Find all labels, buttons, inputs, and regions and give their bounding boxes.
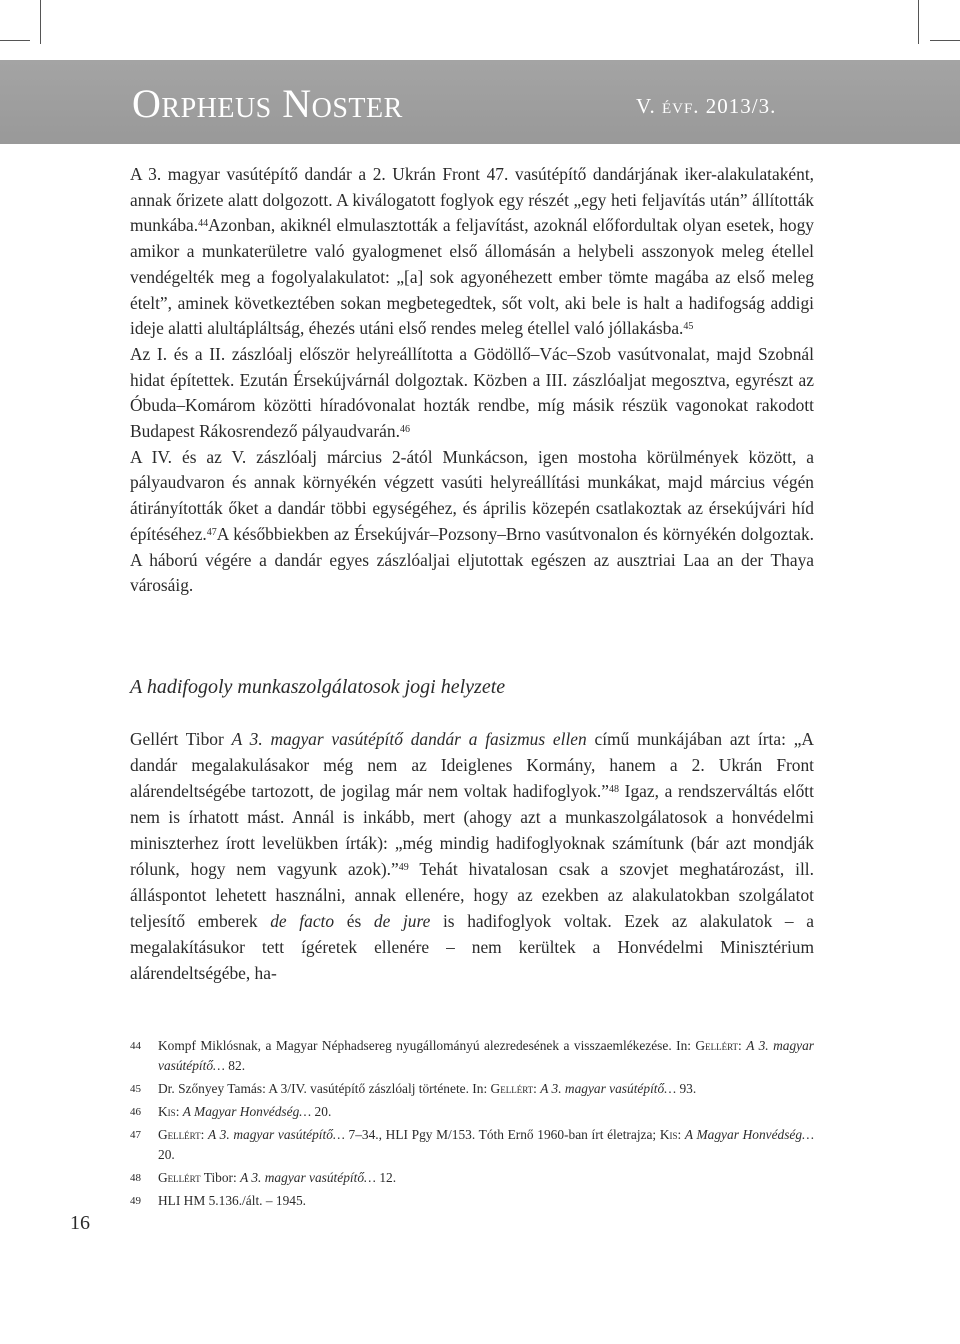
section-heading: A hadifogoly munkaszolgálatosok jogi helyzete xyxy=(130,676,506,698)
footnotes xyxy=(130,1036,814,1214)
crop-mark xyxy=(918,0,919,44)
footnote-ref[interactable]: 47 xyxy=(206,526,217,538)
crop-mark xyxy=(930,40,960,41)
page-number: 16 xyxy=(70,1212,90,1234)
paragraph: Gellért Tibor A 3. magyar vasútépítő dandár a fasizmus ellen című munkájában azt írta: „A dandár megalakulásakor még nem az Ideiglenes Kormány, hanem a 2. Ukrán Front alárendeltségébe tartozott, de jogilag már nem voltak hadifoglyok.”$^{48}$ Igaz, a rendszerváltás előtt nem is írhatott mást. Annál is inkább, mert (ahogy azt a munkaszolgálatosok a honvédelmi miniszterhez írott levelükben írták): „még mindig hadifoglyoknak számítunk (bár azt mondják rólunk, hogy nem vagyunk azok).”$^{49}$ Tehát hivatalosan csak a szovjet meghatározást, ill. álláspontot lehetett használni, annak ellenére, hogy az ezekben az alakulatokban szolgálatot teljesítő emberek de facto és de jure is hadifoglyok voltak. Ezek az alakulatok – a megalakításukor tett ígéretek ellenére – nem kerültek a Honvédelmi Minisztérium alárendeltségébe, ha- xyxy=(130,729,815,983)
paragraph: A IV. és az V. zászlóalj március 2-ától Munkácson, igen mostoha körülmények között, a pályaudvaron és annak környékén végzett vasúti helyreállítási munkákat, majd március végén átirányították őket a dandár többi egységéhez, és április közepén csatlakoztak az érsekújvári híd építéséhez.$^{47}$A későbbiekben az Érsekújvár–Pozsony–Brno vasútvonalon és környékén dolgoztak. A háború végére a dandár egyes zászlóaljai eljutottak egészen az ausztriai Laa an der Thaya városáig. xyxy=(130,446,814,596)
footnote-49: 49 HLI HM 5.136./ált. – 1945. xyxy=(130,1193,307,1208)
paragraph: A 3. magyar vasútépítő dandár a 2. Ukrán Front 47. vasútépítő dandárjának iker-alakulataként, annak őrizete alatt dolgozott. A kiválogatott foglyok egy részét „egy heti feljavítás után” állították munkába.$^{44}$Azonban, akiknél elmulasztották a feljavítást, azoknál előfordultak olyan esetek, hogy amikor a munkaterületre való gyalogmenet első állomásán a helybeli asszonyok meleg étellel vendégelték meg a fogolyalakulatot: „[a] sok agyonéhezett ember tömte magába az első meleg ételt”, aminek következtében sokan megbetegedtek, sőt volt, aki bele is halt a hadifogság addigi ideje alatti alultápláltság, éhezés utáni első rendes meleg étellel való jóllakásba.$^{45}$ xyxy=(130,164,814,339)
footnote-47: 47 Gellért: A 3. magyar vasútépítő… 7–34., HLI Pgy M/153. Tóth Ernő 1960-ban írt életrajza; Kis: A Magyar Honvédség… 20. xyxy=(130,1127,814,1162)
footnote-ref[interactable]: 44 xyxy=(198,218,209,230)
footnote-46: 46 Kis: A Magyar Honvédség… 20. xyxy=(130,1104,332,1119)
footnote-48: 48 Gellért Tibor: A 3. magyar vasútépítő… 12. xyxy=(130,1170,397,1185)
footnote-44: 44 Kompf Miklósnak, a Magyar Néphadsereg nyugállományú alezredesének a visszaemlékezése. In: Gellért: A 3. magyar vasútépítő… 82. xyxy=(130,1038,814,1073)
paragraph: Az I. és a II. zászlóalj először helyreállította a Gödöllő–Vác–Szob vasútvonalat, majd Szobnál hidat építettek. Ezután Érsekújvárnál dolgoztak. Közben a III. zászlóaljat megosztva, egyrészt az Óbuda–Komárom közötti híradóvonalat hozták rendbe, míg másik részük vagonokat rakodott Budapest Rákosrendező pályaudvarán.$^{46}$ xyxy=(130,343,814,442)
footnote-45: 45 Dr. Szőnyey Tamás: A 3/IV. vasútépítő zászlóalj története. In: Gellért: A 3. magyar vasútépítő… 93. xyxy=(130,1081,697,1096)
footnote-ref[interactable]: 46 xyxy=(399,424,410,436)
issue-label: V. évf. 2013/3. xyxy=(636,94,777,118)
crop-mark xyxy=(0,40,30,41)
footnote-ref[interactable]: 45 xyxy=(683,321,694,333)
footnote-ref[interactable]: 49 xyxy=(398,862,409,873)
journal-title: Orpheus Noster xyxy=(132,81,403,126)
section-text xyxy=(130,726,814,986)
crop-mark xyxy=(40,0,41,44)
footnote-ref[interactable]: 48 xyxy=(609,784,619,795)
main-text xyxy=(130,162,814,599)
